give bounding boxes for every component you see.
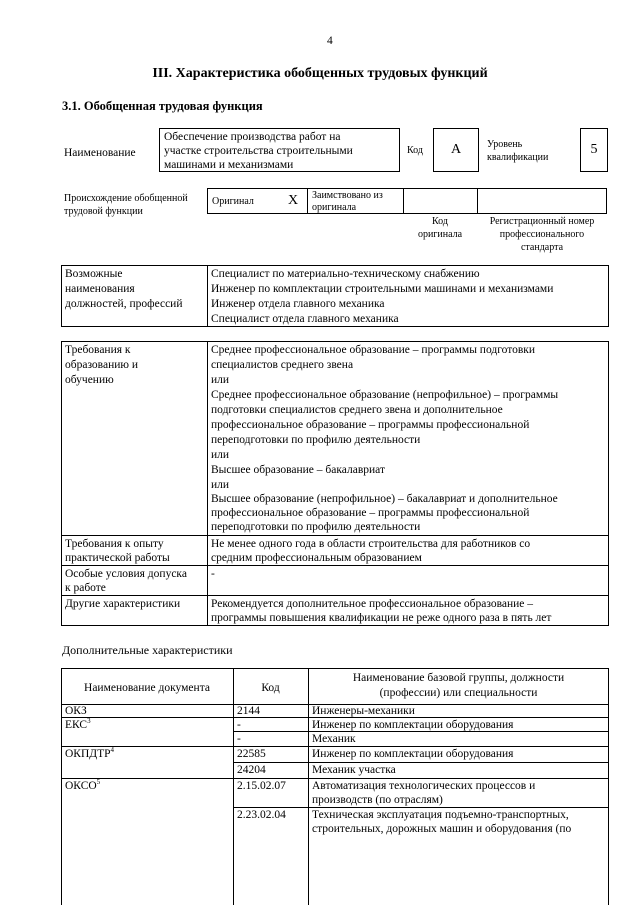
education-line: или xyxy=(211,374,230,386)
special-label-1: Особые условия допуска xyxy=(65,568,187,580)
position-item: Специалист по материально-техническому снабжению xyxy=(211,268,480,280)
requirements-table xyxy=(61,341,609,626)
borrowed-label-2: оригинала xyxy=(312,202,357,213)
code-box xyxy=(433,128,479,172)
header-doc: Наименование документа xyxy=(84,682,210,694)
level-label-1: Уровень xyxy=(487,139,523,150)
position-item: Специалист отдела главного механика xyxy=(211,313,399,325)
positions-label-1: Возможные xyxy=(65,268,123,280)
row-doc: ОКЗ xyxy=(65,705,87,717)
header-name-1: Наименование базовой группы, должности xyxy=(352,672,565,684)
borrowed-label-1: Заимствовано из xyxy=(312,190,383,201)
row-doc: ОКСО$^5$ xyxy=(65,778,101,792)
education-line: профессиональное образование – программы профессиональной xyxy=(211,419,530,431)
position-item: Инженер по комплектации строительными машинами и механизмами xyxy=(211,283,554,295)
row-code: - xyxy=(237,719,241,731)
name-label: Наименование xyxy=(64,147,136,159)
row-code: 2.23.02.04 xyxy=(237,809,286,821)
other-label: Другие характеристики xyxy=(65,598,181,610)
row-name: Техническая эксплуатация подъемно-транспортных, xyxy=(312,809,569,821)
education-line: переподготовки по профилю деятельности xyxy=(211,521,421,533)
positions-label-2: наименования xyxy=(65,283,135,295)
positions-label-3: должностей, профессий xyxy=(65,298,183,310)
education-line: профессиональное образование – программы профессиональной xyxy=(211,507,530,519)
origin-label-2: трудовой функции xyxy=(64,206,143,217)
function-name-line: участке строительства строительными xyxy=(164,145,353,157)
row-code: 22585 xyxy=(237,748,266,760)
education-line: Среднее профессиональное образование – программы подготовки xyxy=(211,344,536,356)
row-name: Механик участка xyxy=(312,764,396,776)
code-original-caption-2: оригинала xyxy=(417,229,463,240)
level-box xyxy=(580,128,608,172)
education-line: Высшее образование (непрофильное) – бакалавриат и дополнительное xyxy=(211,493,558,505)
education-line: Среднее профессиональное образование (непрофильное) – программы xyxy=(211,389,559,401)
row-name: Механик xyxy=(312,733,356,745)
level-value: 5 xyxy=(590,142,598,157)
row-doc: ОКПДТР$^4$ xyxy=(65,746,115,760)
special-value: - xyxy=(211,568,215,580)
row-name: Инженеры-механики xyxy=(312,705,415,717)
row-name: Инженер по комплектации оборудования xyxy=(312,719,514,731)
other-line: программы повышения квалификации не реже одного раза в пять лет xyxy=(211,612,552,624)
row-name: Автоматизация технологических процессов и xyxy=(312,780,536,792)
level-label-2: квалификации xyxy=(487,152,549,163)
additional-title: Дополнительные характеристики xyxy=(62,643,233,657)
experience-label-1: Требования к опыту xyxy=(65,538,164,550)
experience-line: Не менее одного года в области строительства для работников со xyxy=(211,538,531,550)
original-mark: X xyxy=(288,193,299,208)
education-line: или xyxy=(211,479,230,491)
row-doc: ЕКС$^3$ xyxy=(65,717,91,731)
reg-caption-2: профессионального xyxy=(499,229,585,240)
education-line: специалистов среднего звена xyxy=(211,359,354,371)
function-name-box xyxy=(159,128,400,172)
header-code: Код xyxy=(261,682,280,694)
education-label-3: обучению xyxy=(65,374,114,386)
experience-line: средним профессиональным образованием xyxy=(211,552,422,564)
header-name-2: (профессии) или специальности xyxy=(379,687,538,699)
code-label: Код xyxy=(407,145,423,156)
row-name: производств (по отраслям) xyxy=(312,794,443,806)
row-code: 2.15.02.07 xyxy=(237,780,286,792)
origin-label-1: Происхождение обобщенной xyxy=(64,193,188,204)
experience-label-2: практической работы xyxy=(65,552,170,564)
education-line: или xyxy=(211,449,230,461)
special-label-2: к работе xyxy=(65,582,106,594)
row-code: 24204 xyxy=(237,764,266,776)
reg-caption-1: Регистрационный номер xyxy=(489,216,595,227)
other-line: Рекомендуется дополнительное профессиональное образование – xyxy=(211,598,534,610)
row-name: Инженер по комплектации оборудования xyxy=(312,748,514,760)
section-title: III. Характеристика обобщенных трудовых функций xyxy=(152,66,488,81)
education-label-2: образованию и xyxy=(65,359,138,371)
origin-table xyxy=(207,188,607,214)
education-line: переподготовки по профилю деятельности xyxy=(211,434,421,446)
education-line: подготовки специалистов среднего звена и дополнительное xyxy=(211,404,503,416)
function-name-line: Обеспечение производства работ на xyxy=(164,131,341,143)
reg-caption-3: стандарта xyxy=(520,242,564,253)
education-line: Высшее образование – бакалавриат xyxy=(211,464,385,476)
code-original-caption-1: Код xyxy=(432,216,448,227)
original-label: Оригинал xyxy=(212,196,254,207)
code-value: А xyxy=(450,142,462,157)
page-number: 4 xyxy=(327,35,333,47)
education-label-1: Требования к xyxy=(65,344,131,356)
function-name-line: машинами и механизмами xyxy=(164,159,294,171)
row-code: - xyxy=(237,733,241,745)
row-name: строительных, дорожных машин и оборудования (по xyxy=(312,823,572,835)
subsection-title: 3.1. Обобщенная трудовая функция xyxy=(62,99,263,113)
position-item: Инженер отдела главного механика xyxy=(211,298,385,310)
row-code: 2144 xyxy=(237,705,260,717)
